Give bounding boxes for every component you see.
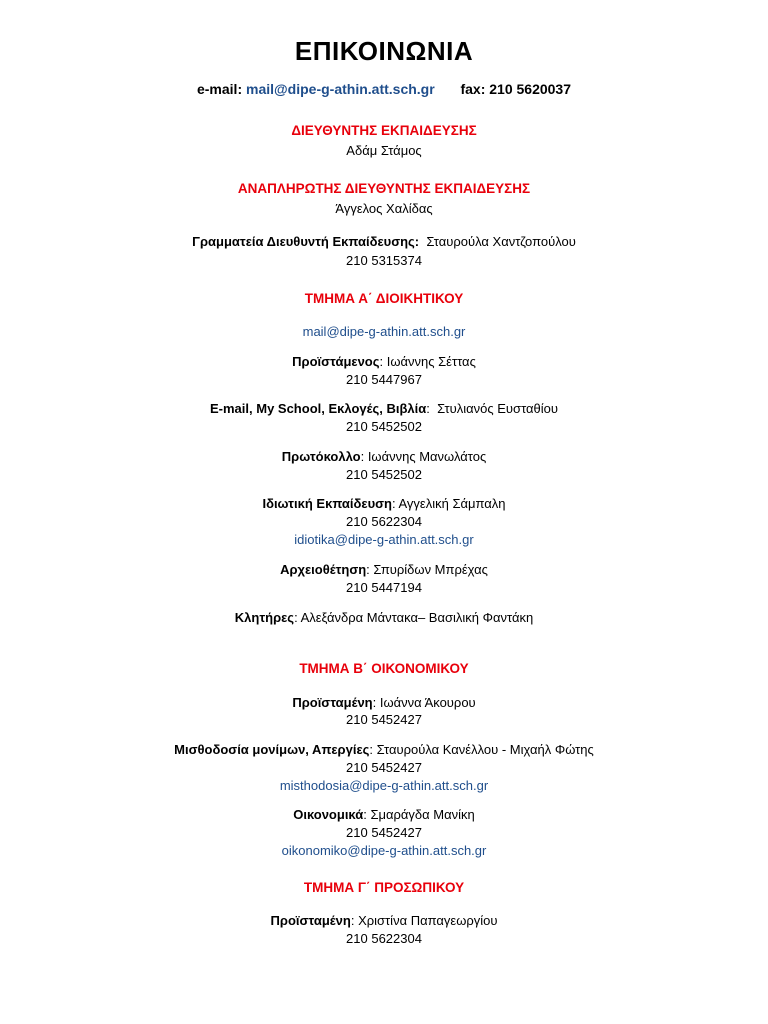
dept-a-heading: ΤΜΗΜΑ Α΄ ΔΙΟΙΚΗΤΙΚΟΥ <box>304 291 464 306</box>
entry-label: Κλητήρες <box>234 610 295 625</box>
dept-a-entry-private-education: Ιδιωτική Εκπαίδευση: Αγγελική Σάμπαλη <box>262 496 506 511</box>
dept-c-head-phone: 210 5622304 <box>346 931 422 946</box>
dept-b-finance-email-line <box>0 842 768 860</box>
dept-a-email-line <box>0 323 768 341</box>
dept-b-payroll-email-line <box>0 777 768 795</box>
fax-label: fax: <box>460 81 486 97</box>
secretariat-line <box>0 233 768 251</box>
email-label: e-mail: <box>196 81 243 97</box>
entry-label: E-mail, My School, Εκλογές, Βιβλία <box>210 401 427 416</box>
entry-name: Ιωάννα Άκουρου <box>379 695 476 710</box>
dept-a-archiving-phone: 210 5447194 <box>346 580 422 595</box>
director-heading: ΔΙΕΥΘΥΝΤΗΣ ΕΚΠΑΙΔΕΥΣΗΣ <box>291 123 477 138</box>
entry-label: Προϊσταμένη <box>270 913 351 928</box>
finance-email-link[interactable]: oikonomiko@dipe-g-athin.att.sch.gr <box>281 843 487 858</box>
dept-b-finance-phone: 210 5452427 <box>346 825 422 840</box>
payroll-email-link[interactable]: misthodosia@dipe-g-athin.att.sch.gr <box>279 778 489 793</box>
entry-name: Στυλιανός Ευσταθίου <box>437 401 558 416</box>
dept-a-email-myschool-phone: 210 5452502 <box>346 419 422 434</box>
private-education-email-link[interactable]: idiotika@dipe-g-athin.att.sch.gr <box>294 532 474 547</box>
entry-label: Μισθοδοσία μονίμων, Απεργίες <box>174 742 370 757</box>
secretariat-name: Σταυρούλα Χαντζοπούλου <box>426 234 576 249</box>
entry-label: Πρωτόκολλο <box>281 449 361 464</box>
main-email-link[interactable]: mail@dipe-g-athin.att.sch.gr <box>246 81 435 97</box>
entry-name: Σπυρίδων Μπρέχας <box>373 562 488 577</box>
entry-name: Χριστίνα Παπαγεωργίου <box>358 913 498 928</box>
entry-label: Προϊσταμένη <box>292 695 373 710</box>
entry-name: Σταυρούλα Κανέλλου - Μιχαήλ Φώτης <box>376 742 594 757</box>
entry-label: Αρχειοθέτηση <box>280 562 367 577</box>
director-name: Αδάμ Στάμος <box>346 143 422 158</box>
entry-name: Ιωάννης Μανωλάτος <box>367 449 487 464</box>
secretariat-phone: 210 5315374 <box>346 253 422 268</box>
entry-name: Αγγελική Σάμπαλη <box>398 496 506 511</box>
dept-a-entry-head: Προϊστάμενος: Ιωάννης Σέττας <box>292 354 476 369</box>
contact-line <box>0 80 768 98</box>
dept-b-entry-payroll: Μισθοδοσία μονίμων, Απεργίες: Σταυρούλα Κανέλλου - Μιχαήλ Φώτης <box>174 742 594 757</box>
entry-label: Ιδιωτική Εκπαίδευση <box>262 496 392 511</box>
fax-number: 210 5620037 <box>489 81 572 97</box>
page-title: ΕΠΙΚΟΙΝΩΝΙΑ <box>294 36 474 66</box>
dept-a-entry-archiving: Αρχειοθέτηση: Σπυρίδων Μπρέχας <box>280 562 488 577</box>
dept-a-email-link[interactable]: mail@dipe-g-athin.att.sch.gr <box>302 324 466 339</box>
dept-b-payroll-phone: 210 5452427 <box>346 760 422 775</box>
dept-a-head-phone: 210 5447967 <box>346 372 422 387</box>
entry-label: Προϊστάμενος <box>292 354 380 369</box>
dept-c-heading: ΤΜΗΜΑ Γ΄ ΠΡΟΣΩΠΙΚΟΥ <box>303 880 465 895</box>
dept-b-entry-head: Προϊσταμένη: Ιωάννα Άκουρου <box>292 695 476 710</box>
dept-b-heading: ΤΜΗΜΑ Β΄ ΟΙΚΟΝΟΜΙΚΟΥ <box>299 661 469 676</box>
deputy-name: Άγγελος Χαλίδας <box>335 201 433 216</box>
dept-a-private-education-phone: 210 5622304 <box>346 514 422 529</box>
dept-a-entry-protocol: Πρωτόκολλο: Ιωάννης Μανωλάτος <box>281 449 487 464</box>
dept-a-entry-ushers: Κλητήρες: Αλεξάνδρα Μάντακα– Βασιλική Φαντάκη <box>234 610 534 625</box>
deputy-heading: ΑΝΑΠΛΗΡΩΤΗΣ ΔΙΕΥΘΥΝΤΗΣ ΕΚΠΑΙΔΕΥΣΗΣ <box>237 181 531 196</box>
entry-name: Αλεξάνδρα Μάντακα– Βασιλική Φαντάκη <box>300 610 534 625</box>
secretariat-label: Γραμματεία Διευθυντή Εκπαίδευσης: <box>192 234 420 249</box>
entry-label: Οικονομικά <box>293 807 364 822</box>
entry-name: Ιωάννης Σέττας <box>386 354 476 369</box>
entry-name: Σμαράγδα Μανίκη <box>370 807 475 822</box>
dept-a-private-education-email-line <box>0 531 768 549</box>
dept-a-protocol-phone: 210 5452502 <box>346 467 422 482</box>
dept-b-entry-finance: Οικονομικά: Σμαράγδα Μανίκη <box>293 807 475 822</box>
dept-c-entry-head: Προϊσταμένη: Χριστίνα Παπαγεωργίου <box>270 913 498 928</box>
dept-b-head-phone: 210 5452427 <box>346 712 422 727</box>
dept-a-entry-email-myschool: E-mail, My School, Εκλογές, Βιβλία: Στυλιανός Ευσταθίου <box>210 401 558 416</box>
